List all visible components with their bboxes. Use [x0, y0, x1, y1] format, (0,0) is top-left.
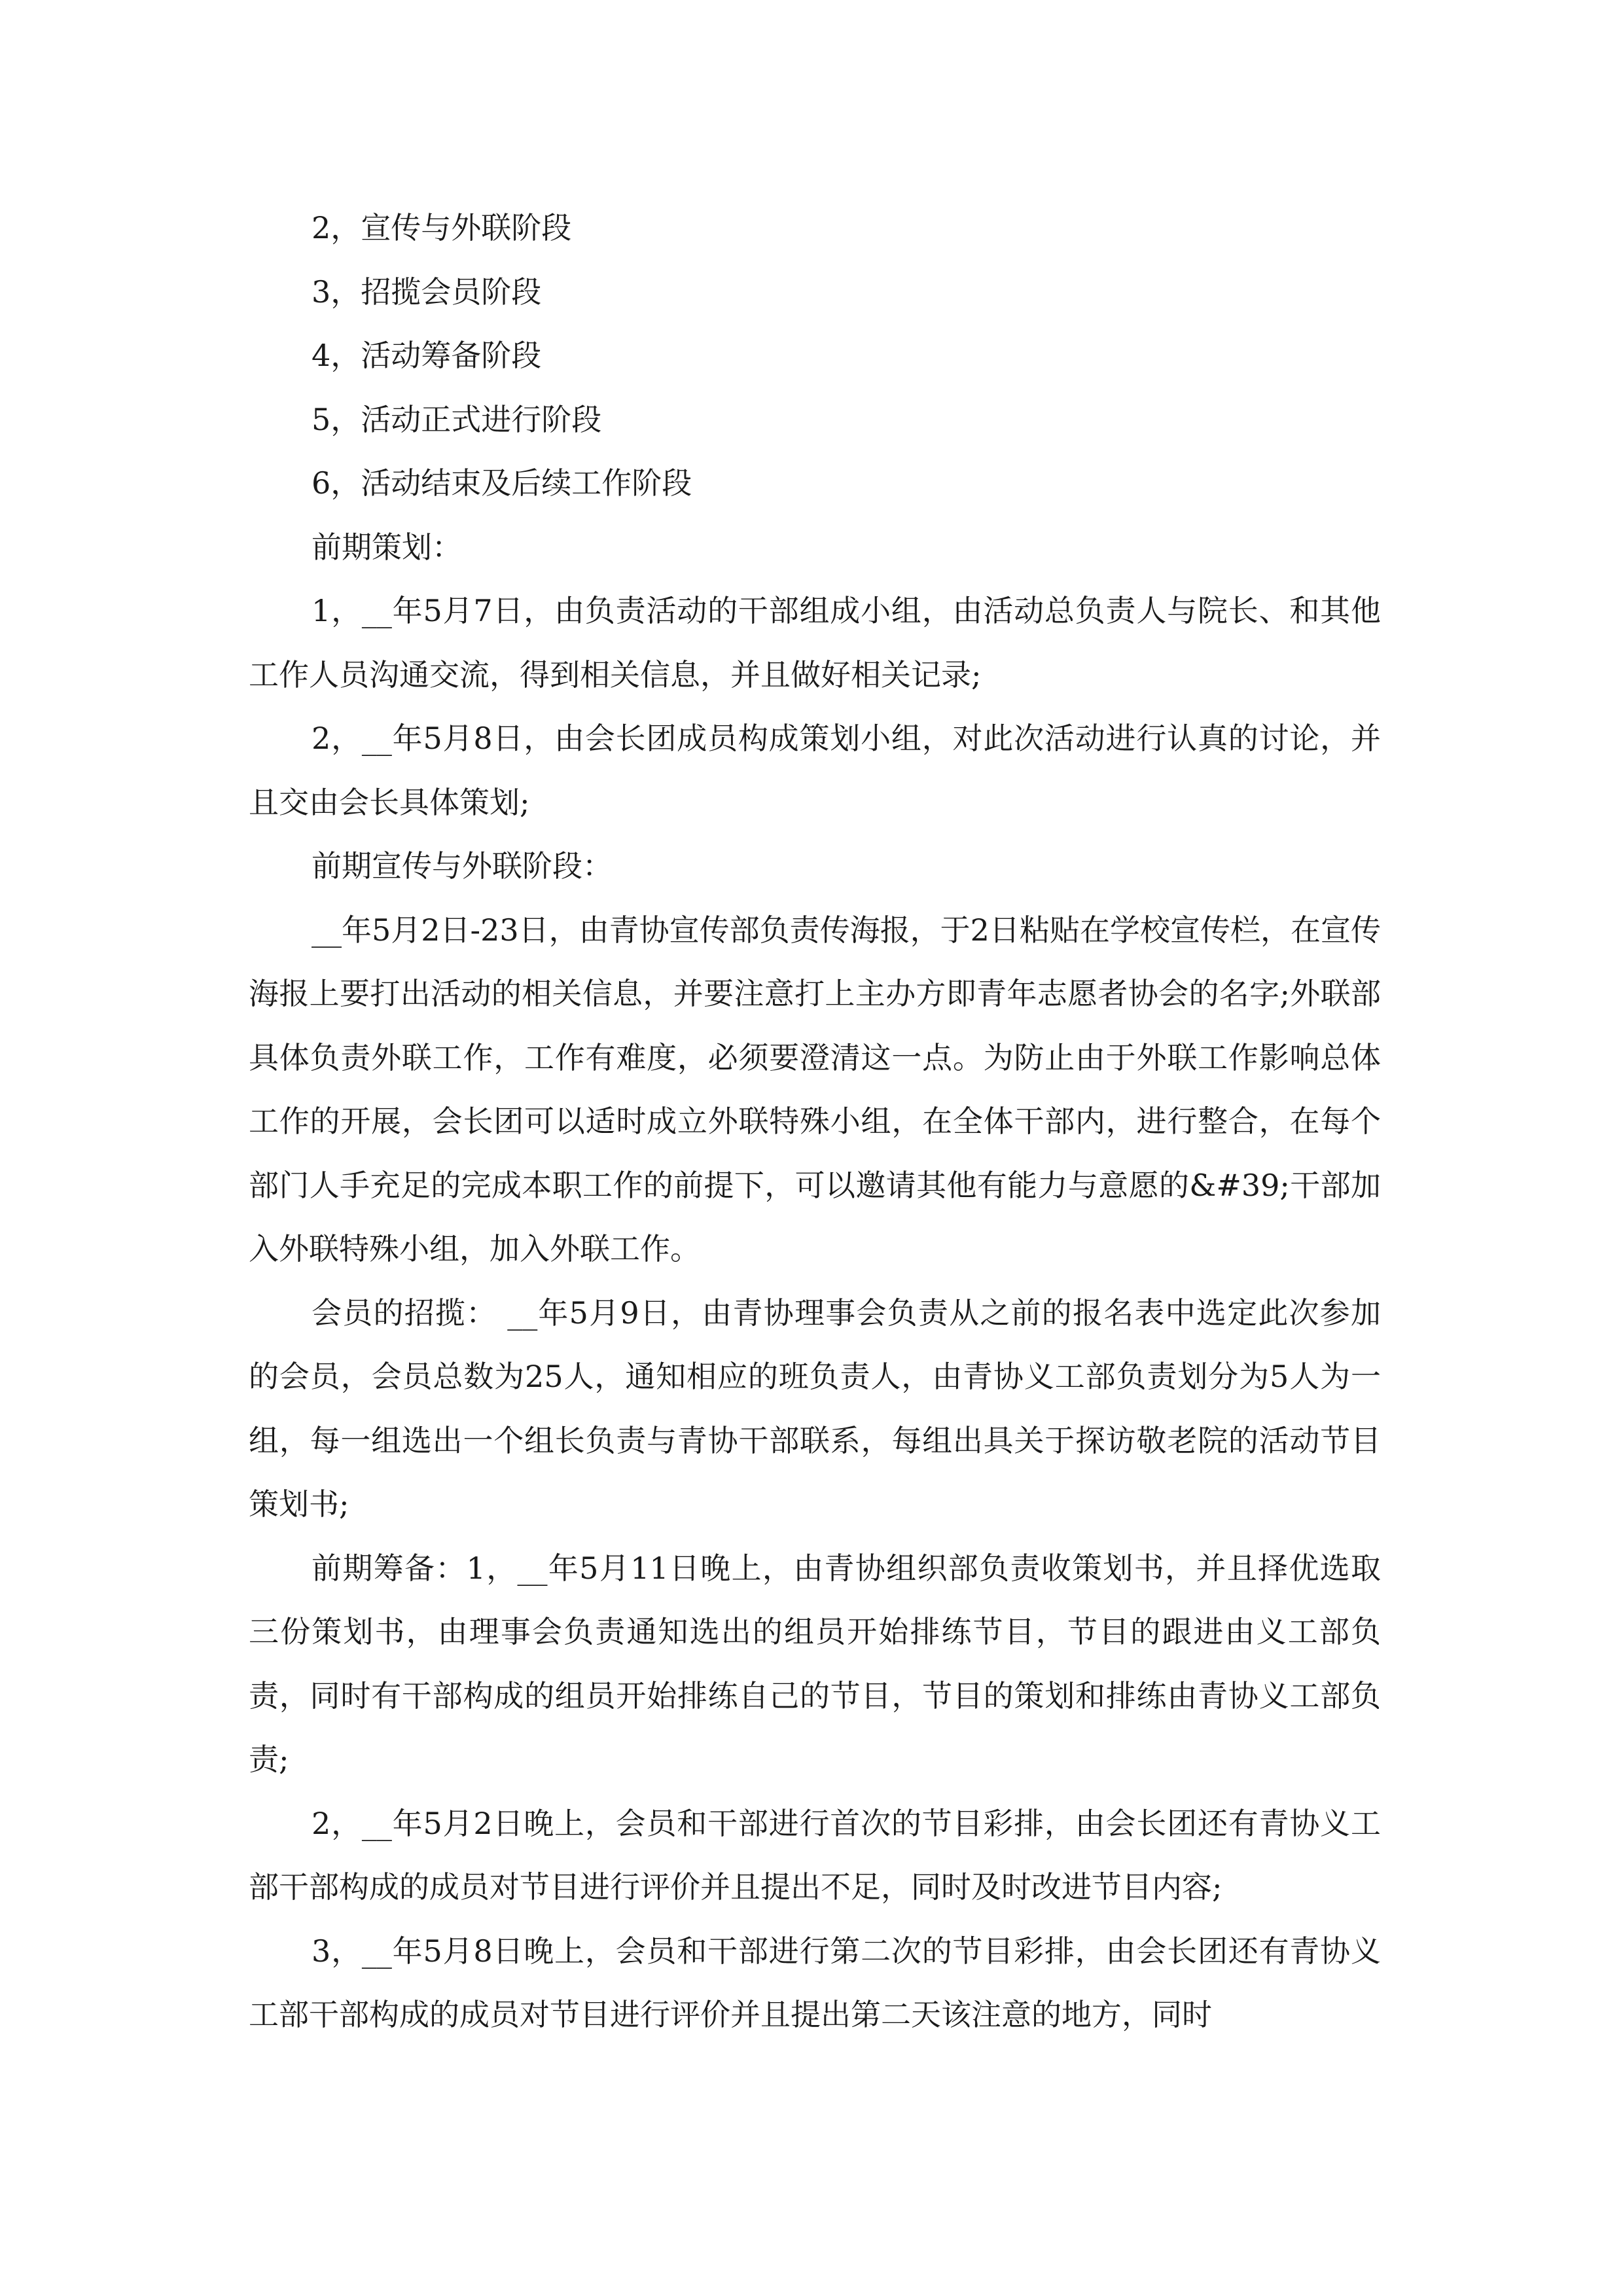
heading-publicity: 前期宣传与外联阶段：	[312, 848, 613, 884]
document-body	[249, 196, 1381, 2047]
paragraph-preparation-3: 3，__年5月8日晚上，会员和干部进行第二次的节目彩排，由会长团还有青协义工部干部构成的成员对节目进行评价并且提出第二天该注意的地方，同时	[249, 1933, 1381, 2032]
paragraph-stage-5: 5，活动正式进行阶段	[312, 401, 602, 437]
paragraph-stage-2: 2，宣传与外联阶段	[312, 210, 572, 245]
paragraph-member-recruitment: 会员的招揽： __年5月9日，由青协理事会负责从之前的报名表中选定此次参加的会员，会员总数为25人，通知相应的班负责人，由青协义工部负责划分为5人为一组，每一组选出一个组长负责与青协干部联系，每组出具关于探访敬老院的活动节目策划书;	[249, 1295, 1381, 1522]
page-edge-mark	[1605, 1230, 1611, 1270]
paragraph-planning-1: 1，__年5月7日，由负责活动的干部组成小组，由活动总负责人与院长、和其他工作人员沟通交流，得到相关信息，并且做好相关记录;	[249, 593, 1381, 692]
heading-early-planning: 前期策划：	[312, 529, 462, 565]
paragraph-publicity: __年5月2日-23日，由青协宣传部负责传海报，于2日粘贴在学校宣传栏，在宣传海报上要打出活动的相关信息，并要注意打上主办方即青年志愿者协会的名字;外联部具体负责外联工作，工作有难度，必须要澄清这一点。为防止由于外联工作影响总体工作的开展，会长团可以适时成立外联特殊小组，在全体干部内，进行整合，在每个部门人手充足的完成本职工作的前提下，可以邀请其他有能力与意愿的&#39;干部加入外联特殊小组，加入外联工作。	[249, 912, 1381, 1266]
paragraph-preparation-1: 前期筹备：1，__年5月11日晚上，由青协组织部负责收策划书，并且择优选取三份策划书，由理事会负责通知选出的组员开始排练节目，节目的跟进由义工部负责，同时有干部构成的组员开始排练自己的节目，节目的策划和排练由青协义工部负责;	[249, 1550, 1381, 1777]
paragraph-stage-6: 6，活动结束及后续工作阶段	[312, 465, 692, 501]
paragraph-stage-4: 4，活动筹备阶段	[312, 338, 542, 373]
paragraph-stage-3: 3，招揽会员阶段	[312, 274, 542, 310]
paragraph-planning-2: 2，__年5月8日，由会长团成员构成策划小组，对此次活动进行认真的讨论，并且交由会长具体策划;	[249, 721, 1381, 820]
paragraph-preparation-2: 2，__年5月2日晚上，会员和干部进行首次的节目彩排，由会长团还有青协义工部干部构成的成员对节目进行评价并且提出不足，同时及时改进节目内容;	[249, 1805, 1381, 1905]
